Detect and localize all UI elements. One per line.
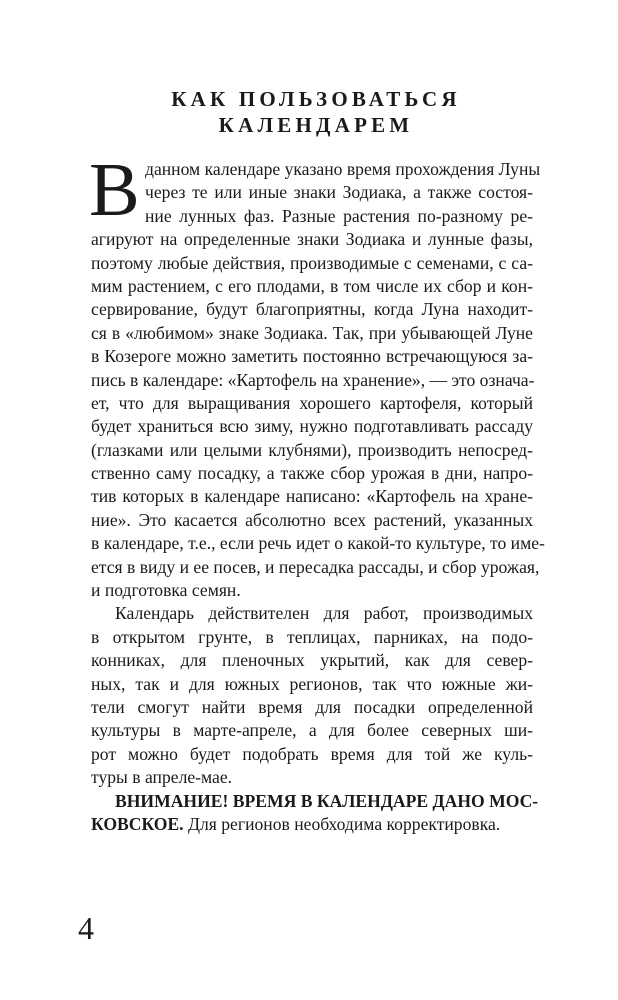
- body-text: [89, 148, 545, 836]
- text-line: и подготовка семян.: [91, 580, 241, 601]
- text-line: ных, так и для южных регионов, так что южные жи-: [91, 673, 533, 694]
- warning-rest-text: Для регионов необходима корректировка.: [183, 813, 501, 834]
- text-line: культуры в марте-апреле, а для более северных ши-: [91, 720, 533, 741]
- text-line: конниках, для пленочных укрытий, как для север-: [91, 650, 533, 671]
- text-line: агируют на определенные знаки Зодиака и лунные фазы,: [91, 229, 533, 250]
- title-line-2: КАЛЕНДАРЕМ: [218, 113, 414, 137]
- paragraph-3-warning: [91, 790, 539, 837]
- text-line: в открытом грунте, в теплицах, парниках, на подо-: [91, 626, 533, 647]
- warning-line-2: [91, 813, 533, 836]
- text-line: ние лунных фаз. Разные растения по-разному ре-: [145, 205, 533, 226]
- warning-line: ВНИМАНИЕ! ВРЕМЯ В КАЛЕНДАРЕ ДАНО МОС-: [115, 790, 539, 811]
- text-line: ет, что для выращивания хорошего картофеля, который: [91, 392, 533, 413]
- text-line: через те или иные знаки Зодиака, а также состоя-: [145, 182, 533, 203]
- text-line: в Козероге можно заметить постоянно встречающуюся за-: [91, 346, 533, 367]
- text-line: ется в виду и ее посев, и пересадка рассады, и сбор урожая,: [91, 556, 540, 577]
- text-line: сервирование, будут благоприятны, когда Луна находит-: [91, 299, 533, 320]
- text-line: в календаре, т.е., если речь идет о какой-то культуре, то име-: [91, 533, 545, 554]
- text-line: тив которых в календаре написано: «Картофель на хране-: [91, 486, 533, 507]
- text-line: ственно саму посадку, а также сбор урожая в дни, напро-: [91, 463, 533, 484]
- text-line: туры в апреле-мае.: [91, 767, 233, 788]
- page-title: [100, 86, 532, 138]
- text-line: Календарь действителен для работ, производимых: [115, 603, 533, 624]
- text-line: ние». Это касается абсолютно всех растений, указанных: [91, 509, 533, 530]
- paragraph-2: [91, 602, 533, 789]
- text-line: пись в календаре: «Картофель на хранение», — это означа-: [91, 369, 535, 390]
- text-line: мим растением, с его плодами, в том числе их сбор и кон-: [91, 275, 533, 296]
- text-line: (глазками или целыми клубнями), производить непосред-: [91, 439, 533, 460]
- text-line: тели смогут найти время для посадки определенной: [91, 696, 533, 717]
- text-line: будет храниться всю зиму, нужно подготавливать рассаду: [91, 416, 533, 437]
- warning-bold-text: КОВСКОЕ.: [91, 813, 184, 834]
- text-line: поэтому любые действия, производимые с семенами, с са-: [91, 252, 533, 273]
- text-line: рот можно будет подобрать время для той же куль-: [91, 743, 533, 764]
- title-line-1: КАК ПОЛЬЗОВАТЬСЯ: [171, 87, 461, 111]
- text-line: ся в «любимом» знаке Зодиака. Так, при убывающей Луне: [91, 322, 533, 343]
- page-number: 4: [78, 910, 94, 946]
- paragraph-1: [89, 148, 545, 602]
- drop-cap: В: [89, 148, 140, 232]
- text-line: данном календаре указано время прохождения Луны: [145, 159, 541, 179]
